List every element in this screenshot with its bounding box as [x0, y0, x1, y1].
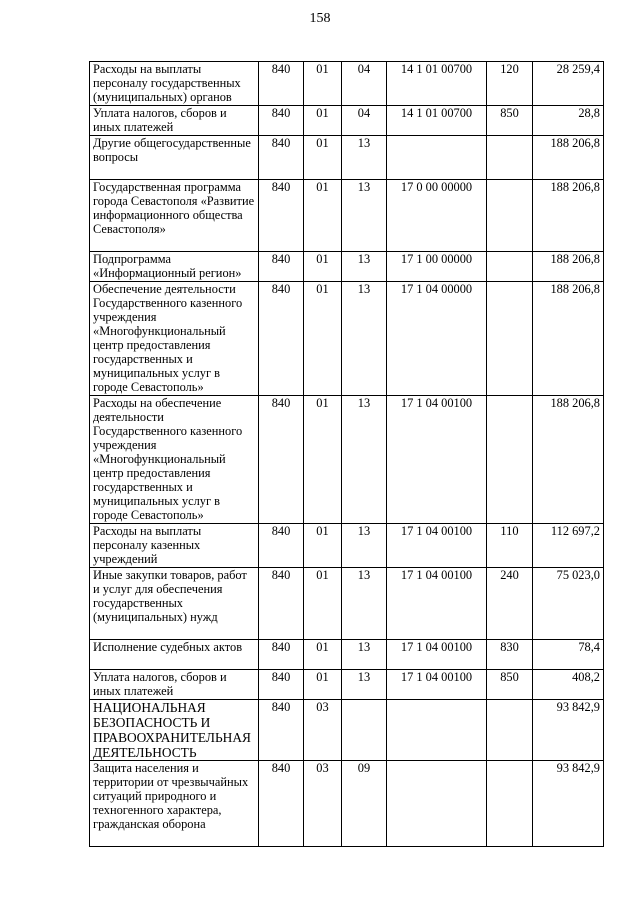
amount-cell: 188 206,8: [533, 252, 604, 282]
section-code-cell: 01: [304, 396, 342, 524]
amount-cell: 75 023,0: [533, 568, 604, 640]
subsection-code-cell: 13: [342, 282, 387, 396]
expense-type-cell: 240: [487, 568, 533, 640]
table-row: [90, 568, 604, 640]
row-name-cell: Иные закупки товаров, работ и услуг для обеспечения государственных (муниципальных) нужд: [90, 568, 259, 640]
amount-cell: 188 206,8: [533, 282, 604, 396]
expense-type-cell: 850: [487, 670, 533, 700]
department-code-cell: 840: [259, 670, 304, 700]
row-name-cell: Расходы на обеспечение деятельности Государственного казенного учреждения «Многофункциональный центр предоставления государственных и муниципальных услуг в городе Севастополь»: [90, 396, 259, 524]
target-article-cell: 17 1 04 00100: [387, 670, 487, 700]
amount-cell: 188 206,8: [533, 136, 604, 180]
department-code-cell: 840: [259, 396, 304, 524]
section-code-cell: 01: [304, 670, 342, 700]
section-code-cell: 01: [304, 524, 342, 568]
row-name-cell: Уплата налогов, сборов и иных платежей: [90, 670, 259, 700]
target-article-cell: [387, 700, 487, 761]
table-row: [90, 136, 604, 180]
row-name-cell: Подпрограмма «Информационный регион»: [90, 252, 259, 282]
subsection-code-cell: 13: [342, 136, 387, 180]
subsection-code-cell: [342, 700, 387, 761]
amount-cell: 93 842,9: [533, 761, 604, 847]
section-code-cell: 01: [304, 136, 342, 180]
section-code-cell: 01: [304, 62, 342, 106]
target-article-cell: 17 1 04 00100: [387, 524, 487, 568]
amount-cell: 28 259,4: [533, 62, 604, 106]
expense-type-cell: 120: [487, 62, 533, 106]
section-code-cell: 01: [304, 640, 342, 670]
section-code-cell: 01: [304, 106, 342, 136]
department-code-cell: 840: [259, 700, 304, 761]
table-row: [90, 670, 604, 700]
amount-cell: 112 697,2: [533, 524, 604, 568]
row-name-cell: Уплата налогов, сборов и иных платежей: [90, 106, 259, 136]
row-name-cell: Защита населения и территории от чрезвычайных ситуаций природного и техногенного характера, гражданская оборона: [90, 761, 259, 847]
expense-type-cell: [487, 282, 533, 396]
department-code-cell: 840: [259, 106, 304, 136]
table-row: [90, 700, 604, 761]
section-code-cell: 03: [304, 761, 342, 847]
section-code-cell: 01: [304, 252, 342, 282]
row-name-cell: Обеспечение деятельности Государственного казенного учреждения «Многофункциональный центр предоставления государственных и муниципальных услуг в городе Севастополь»: [90, 282, 259, 396]
target-article-cell: 17 1 04 00100: [387, 396, 487, 524]
expense-type-cell: [487, 180, 533, 252]
subsection-code-cell: 13: [342, 180, 387, 252]
subsection-code-cell: 13: [342, 396, 387, 524]
table-row: [90, 106, 604, 136]
target-article-cell: 17 1 04 00100: [387, 640, 487, 670]
row-name-cell: Исполнение судебных актов: [90, 640, 259, 670]
target-article-cell: 14 1 01 00700: [387, 62, 487, 106]
target-article-cell: 14 1 01 00700: [387, 106, 487, 136]
amount-cell: 93 842,9: [533, 700, 604, 761]
target-article-cell: 17 1 04 00000: [387, 282, 487, 396]
row-name-cell: НАЦИОНАЛЬНАЯ БЕЗОПАСНОСТЬ И ПРАВООХРАНИТЕЛЬНАЯ ДЕЯТЕЛЬНОСТЬ: [90, 700, 259, 761]
budget-table: [89, 61, 604, 847]
expense-type-cell: 850: [487, 106, 533, 136]
department-code-cell: 840: [259, 761, 304, 847]
row-name-cell: Государственная программа города Севастополя «Развитие информационного общества Севастополя»: [90, 180, 259, 252]
expense-type-cell: [487, 252, 533, 282]
target-article-cell: 17 1 04 00100: [387, 568, 487, 640]
section-code-cell: 01: [304, 282, 342, 396]
budget-table-body: [90, 62, 604, 847]
subsection-code-cell: 04: [342, 106, 387, 136]
department-code-cell: 840: [259, 136, 304, 180]
department-code-cell: 840: [259, 180, 304, 252]
amount-cell: 188 206,8: [533, 396, 604, 524]
subsection-code-cell: 13: [342, 640, 387, 670]
subsection-code-cell: 04: [342, 62, 387, 106]
table-row: [90, 761, 604, 847]
section-code-cell: 03: [304, 700, 342, 761]
section-code-cell: 01: [304, 180, 342, 252]
expense-type-cell: [487, 761, 533, 847]
table-row: [90, 180, 604, 252]
amount-cell: 408,2: [533, 670, 604, 700]
department-code-cell: 840: [259, 62, 304, 106]
expense-type-cell: [487, 136, 533, 180]
table-row: [90, 524, 604, 568]
amount-cell: 28,8: [533, 106, 604, 136]
subsection-code-cell: 13: [342, 524, 387, 568]
target-article-cell: [387, 136, 487, 180]
section-code-cell: 01: [304, 568, 342, 640]
table-row: [90, 640, 604, 670]
expense-type-cell: [487, 396, 533, 524]
row-name-cell: Другие общегосударственные вопросы: [90, 136, 259, 180]
department-code-cell: 840: [259, 252, 304, 282]
table-row: [90, 282, 604, 396]
amount-cell: 188 206,8: [533, 180, 604, 252]
expense-type-cell: 830: [487, 640, 533, 670]
page-number: 158: [309, 11, 331, 26]
target-article-cell: [387, 761, 487, 847]
table-row: [90, 252, 604, 282]
expense-type-cell: 110: [487, 524, 533, 568]
target-article-cell: 17 0 00 00000: [387, 180, 487, 252]
subsection-code-cell: 13: [342, 568, 387, 640]
department-code-cell: 840: [259, 524, 304, 568]
department-code-cell: 840: [259, 282, 304, 396]
table-row: [90, 396, 604, 524]
subsection-code-cell: 13: [342, 252, 387, 282]
expense-type-cell: [487, 700, 533, 761]
department-code-cell: 840: [259, 568, 304, 640]
amount-cell: 78,4: [533, 640, 604, 670]
row-name-cell: Расходы на выплаты персоналу государственных (муниципальных) органов: [90, 62, 259, 106]
row-name-cell: Расходы на выплаты персоналу казенных учреждений: [90, 524, 259, 568]
subsection-code-cell: 09: [342, 761, 387, 847]
table-row: [90, 62, 604, 106]
subsection-code-cell: 13: [342, 670, 387, 700]
department-code-cell: 840: [259, 640, 304, 670]
target-article-cell: 17 1 00 00000: [387, 252, 487, 282]
